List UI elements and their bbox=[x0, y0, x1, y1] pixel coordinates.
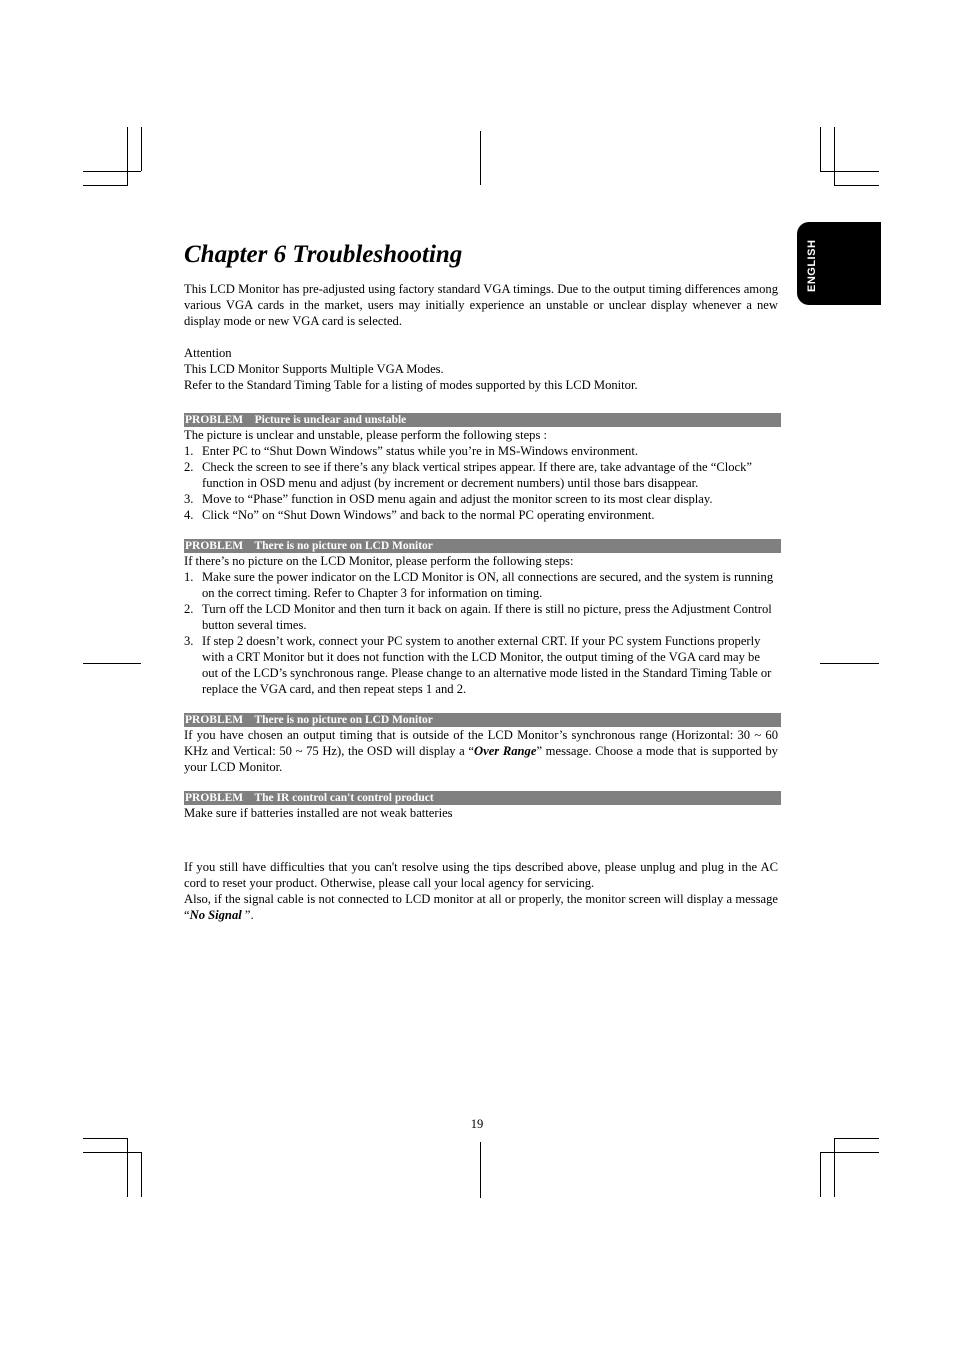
language-tab-label: ENGLISH bbox=[806, 239, 818, 292]
problem-banner: PROBLEM Picture is unclear and unstable bbox=[184, 413, 781, 427]
list-item bbox=[184, 443, 778, 459]
step-number: 2. bbox=[184, 602, 194, 616]
attention-heading: Attention bbox=[184, 346, 232, 360]
page-number: 19 bbox=[470, 1117, 484, 1131]
problem-banner: PROBLEM The IR control can't control product bbox=[184, 791, 781, 805]
list-item bbox=[184, 459, 778, 491]
step-number: 3. bbox=[184, 492, 194, 506]
attention-block bbox=[184, 345, 778, 393]
step-number: 1. bbox=[184, 570, 194, 584]
step-text: Make sure the power indicator on the LCD Monitor is ON, all connections are secured, and the system is running on the correct timing. Refer to Chapter 3 for information on timing. bbox=[202, 570, 774, 600]
list-item bbox=[184, 601, 778, 633]
attention-line: Refer to the Standard Timing Table for a listing of modes supported by this LCD Monitor. bbox=[184, 378, 638, 392]
step-number: 2. bbox=[184, 460, 194, 474]
closing-text-part: ”. bbox=[241, 908, 254, 922]
problem-text-part: If you have chosen an output timing that is outside of the LCD Monitor’s synchronous range (Horizontal: 30 ~ 60 KHz and Vertical: 50 ~ 75 Hz), the OSD will display a “ bbox=[184, 728, 778, 758]
problem-lead: The picture is unclear and unstable, please perform the following steps : bbox=[184, 428, 548, 442]
no-signal-emphasis: No Signal bbox=[189, 908, 242, 922]
problem-text: Make sure if batteries installed are not weak batteries bbox=[184, 806, 453, 820]
step-text: Move to “Phase” function in OSD menu again and adjust the monitor screen to its most clear display. bbox=[202, 492, 713, 506]
step-text: Enter PC to “Shut Down Windows” status while you’re in MS-Windows environment. bbox=[202, 444, 638, 458]
problem-banner: PROBLEM There is no picture on LCD Monitor bbox=[184, 539, 781, 553]
page-content bbox=[184, 238, 778, 923]
step-number: 4. bbox=[184, 508, 194, 522]
problem-banner: PROBLEM There is no picture on LCD Monitor bbox=[184, 713, 781, 727]
step-text: Turn off the LCD Monitor and then turn it back on again. If there is still no picture, press the Adjustment Control button several times. bbox=[202, 602, 772, 632]
chapter-title: Chapter 6 Troubleshooting bbox=[184, 241, 463, 268]
closing-text-part: Also, if the signal cable is not connected to LCD monitor at all or properly, the monitor screen will display a message “ bbox=[184, 892, 778, 922]
list-item bbox=[184, 507, 778, 523]
problem-lead: If there’s no picture on the LCD Monitor, please perform the following steps: bbox=[184, 554, 574, 568]
step-number: 3. bbox=[184, 634, 194, 648]
step-text: Click “No” on “Shut Down Windows” and back to the normal PC operating environment. bbox=[202, 508, 655, 522]
step-number: 1. bbox=[184, 444, 194, 458]
problem-steps bbox=[184, 569, 778, 697]
problem-text-part: ” message. Choose a mode that is supported by your LCD Monitor. bbox=[184, 744, 778, 774]
step-text: Check the screen to see if there’s any black vertical stripes appear. If there are, take advantage of the “Clock” function in OSD menu and adjust (by increment or decrement numbers) until those bars disappear. bbox=[202, 460, 753, 490]
step-text: If step 2 doesn’t work, connect your PC system to another external CRT. If your PC system Functions properly with a CRT Monitor but it does not function with the LCD Monitor, the output timing of the VGA card may be out of the LCD’s synchronous range. Please change to an alternative mode listed in the Standard Timing Table or replace the VGA card, and then repeat steps 1 and 2. bbox=[202, 634, 772, 696]
list-item bbox=[184, 633, 778, 697]
closing-paragraph bbox=[184, 891, 778, 923]
intro-paragraph: This LCD Monitor has pre-adjusted using factory standard VGA timings. Due to the output timing differences among various VGA cards in the market, users may initially experience an unstable or unclear display whenever a new display mode or new VGA card is selected. bbox=[184, 282, 778, 328]
over-range-emphasis: Over Range bbox=[474, 744, 537, 758]
problem-text bbox=[184, 727, 778, 775]
closing-block bbox=[184, 859, 778, 923]
attention-line: This LCD Monitor Supports Multiple VGA Modes. bbox=[184, 362, 444, 376]
closing-paragraph: If you still have difficulties that you can't resolve using the tips described above, please unplug and plug in the AC cord to reset your product. Otherwise, please call your local agency for servicing. bbox=[184, 860, 778, 890]
problem-steps bbox=[184, 443, 778, 523]
list-item bbox=[184, 491, 778, 507]
list-item bbox=[184, 569, 778, 601]
